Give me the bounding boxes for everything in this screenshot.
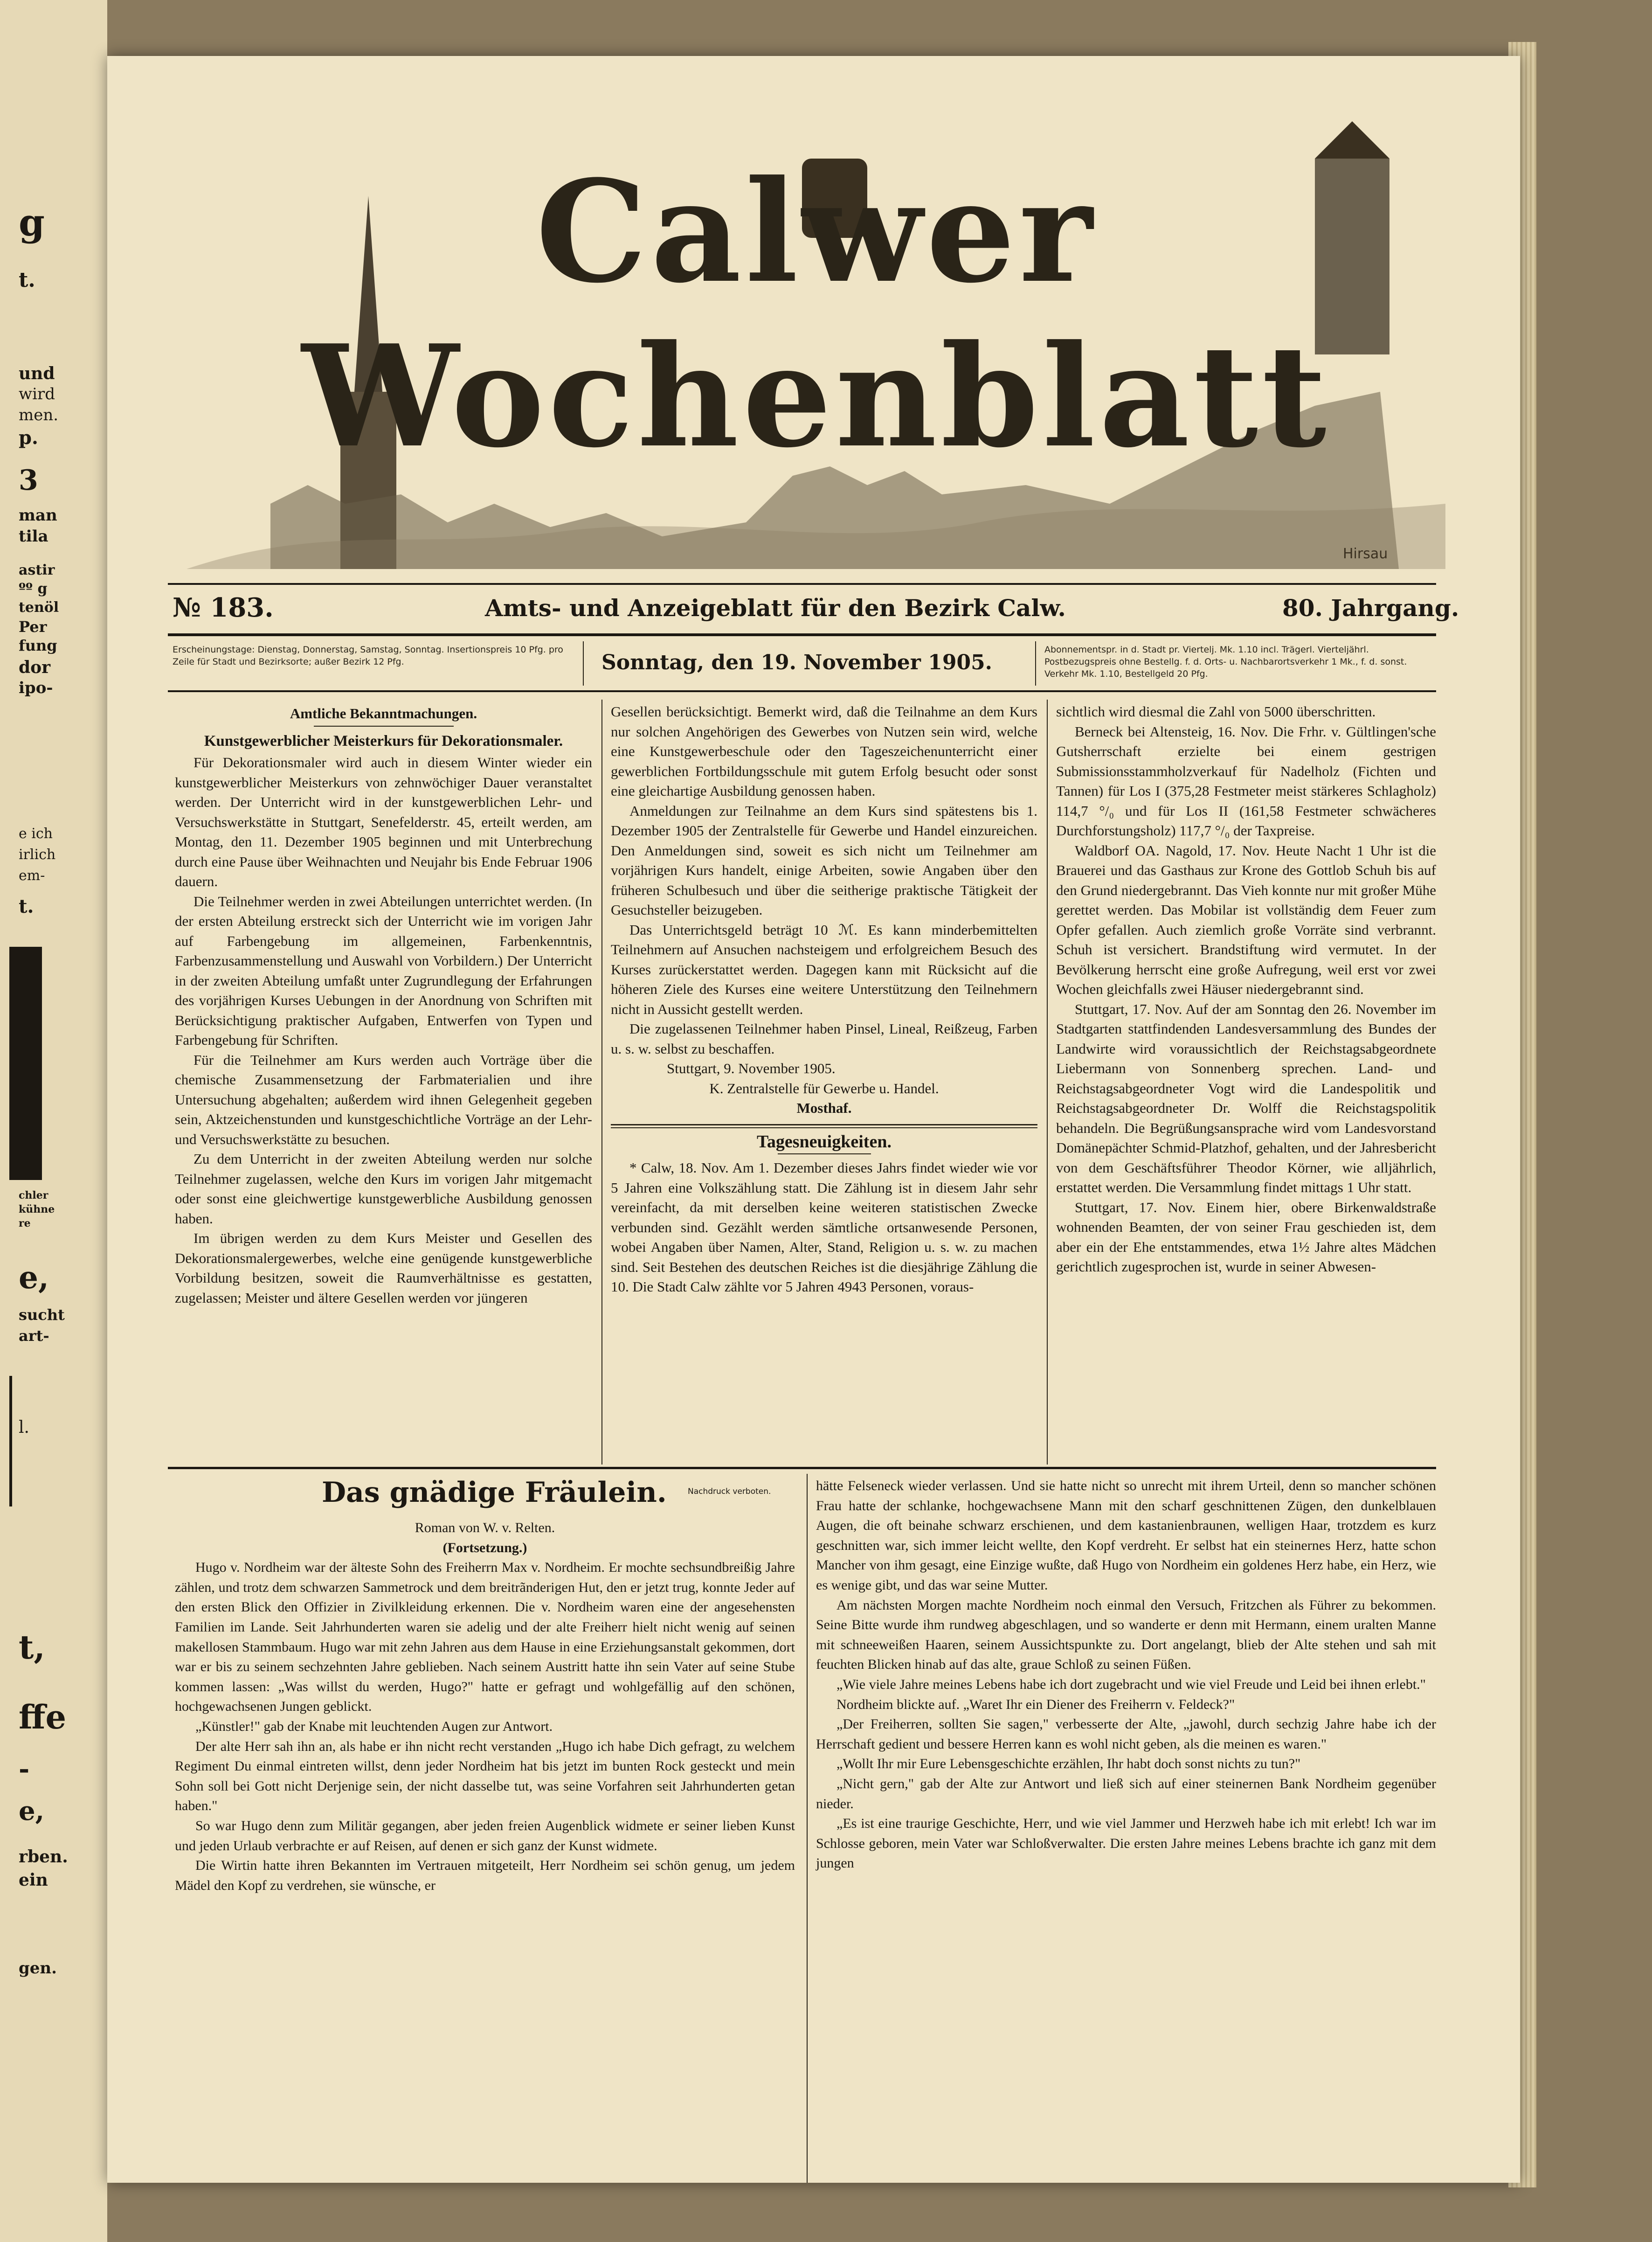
volume-year: 80. Jahrgang.: [1282, 594, 1459, 622]
paragraph: Hugo v. Nordheim war der älteste Sohn des Freiherrn Max v. Nordheim. Er mochte sechsundbreißig Jahre zählen, und trotz dem schwarzen Sammetrock und dem breitrãnderigen Hut, den er jetzt trug, konnte Jeder auf den ersten Blick den Offizier in Zivilkleidung erkennen. Die v. Nordheim waren eine der angesehensten Familien im Lande. Seit Jahrhunderten waren sie adelig und der alte Freiherr hielt nicht wenig auf seinen makellosen Stammbaum. Hugo war mit zehn Jahren aus dem Hause in eine Erziehungsanstalt gekommen, dort war er bis zu seinem sechzehnten Jahre geblieben. Nach seinem Austritt hatte ihn sein Vater auf seine Stube kommen lassen: „Was willst du werden, Hugo?" hatte er gefragt und wohlgefällig auf den schönen, hochgewachsenen Jungen geblickt.: [175, 1560, 795, 1714]
paragraph: Berneck bei Altensteig, 16. Nov. Die Frhr. v. Gültlingen'sche Gutsherrschaft erzielte bei einem gestrigen Submissionsstammholzverkauf für Nadelholz (Fichten und Tannen) für Los I (375,28 Festmeter meist stärkeres Schlagholz) 114,7 °/₀ und für Los II (161,58 Festmeter schwächeres Durchforstungsholz) 117,7 °/₀ der Taxpreise.: [1056, 723, 1436, 839]
strip-fragment: chler: [19, 1189, 48, 1201]
paragraph: Waldborf OA. Nagold, 17. Nov. Heute Nacht 1 Uhr ist die Brauerei und das Gasthaus zur Krone des Gottlob Schuh bis auf den Grund niedergebrannt. Das Vieh konnte nur mit großer Mühe gerettet werden. Das Mobilar ist vollständig dem Feuer zum Opfer gefallen. Auch ziemlich große Vorräte sind verbrannt. Schuh ist versichert. Brandstiftung wird vermutet. In der Bevölkerung herrscht eine große Aufregung, weil erst vor zwei Wochen gleichfalls zwei Häuser niedergebrannt sind.: [1056, 842, 1436, 997]
paragraph: Der alte Herr sah ihn an, als habe er ihn nicht recht verstanden „Hugo ich habe Dich gefragt, zu welchem Regiment Du einmal eintreten willst, denn jeder Nordheim hat bis jetzt im bunten Rock gesteckt und mein Sohn soll bei Gott nicht Derjenige sein, der nicht dasselbe tut, was seine Vorfahren seit Jahrhunderten getan haben.": [175, 1738, 795, 1814]
strip-fragment: l.: [19, 1418, 29, 1437]
paragraph: Stuttgart, 17. Nov. Auf der am Sonntag den 26. November im Stadtgarten stattfindenden Landesversammlung des Bundes der Landwirte wird voraussichtlich der Reichstagsabgeordnete Liebermann von Sonnenberg sprechen. Land- und Reichstagsabgeordneter Vogt wird die Landespolitik und Reichstagsabgeordneter Dr. Wolff die Reichstagspolitik behandeln. Die Begrüßungsansprache wird vom Landesvorstand Domänepächter Schmid-Platzhof, gehalten, und der Jahresbericht von dem Geschäftsführer Theodor Körner, wie alljährlich, erstattet werden. Die Versammlung findet mittags 1 Uhr statt.: [1056, 1000, 1436, 1195]
paragraph: Für Dekorationsmaler wird auch in diesem Winter wieder ein kunstgewerblicher Meisterkurs von zehnwöchiger Dauer veranstaltet werden. Der Unterricht wird in der kunstgewerblichen Lehr- und Versuchswerkstätte in Stuttgart, Senefelderstr. 45, erteilt werden, am Montag, den 11. Dezember 1905 beginnen und mit Unterbrechung durch eine Pause über Weihnachten und Neujahr bis Ende Februar 1906 dauern.: [175, 754, 592, 889]
issue-date: Sonntag, den 19. November 1905.: [601, 651, 992, 674]
strip-black-block: [9, 947, 42, 1180]
heading-rule: [314, 726, 454, 727]
strip-fragment: t.: [19, 895, 34, 917]
masthead-title: Calwer Wochenblatt: [302, 149, 1330, 479]
strip-fragment: tila: [19, 527, 48, 546]
strip-fragment: astir: [19, 562, 55, 578]
strip-fragment: kühne: [19, 1203, 55, 1215]
paragraph: Am nächsten Morgen machte Nordheim noch einmal den Versuch, Fritzchen als Führer zu bekommen. Seine Bitte wurde ihm rundweg abgeschlagen, und so wanderte er denn mit Hermann, einem uralten Manne mit schneeweißen Haaren, seinem Aussichtspunkte zu. Dort angelangt, blieb der Alte stehen und sah mit feuchten Blicken hinab auf das alte, graue Schloß zu seinen Füßen.: [816, 1597, 1436, 1673]
notice-heading: Kunstgewerblicher Meisterkurs für Dekorationsmaler.: [204, 732, 563, 750]
strip-fragment: gen.: [19, 1959, 57, 1978]
strip-fragment: und: [19, 364, 55, 383]
feuilleton-divider: [807, 1474, 808, 2183]
column-notices-continued: [611, 702, 1037, 1297]
paragraph: Die zugelassenen Teilnehmer haben Pinsel, Lineal, Reißzeug, Farben u. s. w. selbst zu beschaffen.: [611, 1020, 1037, 1057]
section-rule: [611, 1127, 1037, 1128]
paragraph: Im übrigen werden zu dem Kurs Meister und Gesellen des Dekorationsmalergewerbes, welche eine genügende kunstgewerbliche Vorbildung besitzen, soweit die Raumverhältnisse es gestatten, zugelassen; Meister und ältere Gesellen werden vor jüngeren: [175, 1230, 592, 1306]
previous-page-strip: [0, 0, 107, 2242]
strip-fragment: e,: [19, 1259, 49, 1296]
strip-fragment: rben.: [19, 1847, 68, 1867]
section-heading: Amtliche Bekanntmachungen.: [290, 705, 477, 722]
strip-fragment: art-: [19, 1327, 49, 1345]
signature-org: K. Zentralstelle für Gewerbe u. Handel.: [709, 1080, 939, 1097]
byline: Roman von W. v. Relten.: [415, 1520, 555, 1535]
paragraph: „Nicht gern," gab der Alte zur Antwort und ließ sich auf einer steinernen Bank Nordheim gegenüber nieder.: [816, 1776, 1436, 1812]
serial-left-column: [175, 1518, 795, 1895]
strip-fragment: 3: [19, 464, 38, 497]
paragraph: Für die Teilnehmer am Kurs werden auch Vorträge über die chemische Zusammensetzung der Farbmaterialien und ihre Untersuchung abgehalten; außerdem wird ihnen Gelegenheit gegeben sein, Aktzeichenstunden und kunstgeschichtliche Vorträge an der Lehr- und Versuchswerkstätte zu besuchen.: [175, 1051, 592, 1147]
heading-rule: [778, 1153, 871, 1154]
column-daily-news: [1056, 702, 1436, 1277]
paragraph: Die Teilnehmer werden in zwei Abteilungen unterrichtet werden. (In der ersten Abteilung erstreckt sich der Unterricht wie im vorigen Jahr auf Farbengebung im allgemeinen, Farbenkenntnis, Farbenzusammenstellung und Auswahl von Vorbildern.) Der Unterricht in der zweiten Abteilung umfaßt unter Zugrundlegung der Erfahrungen des vorjährigen Kurses Uebungen in der Anordnung von Schriften mit Berücksichtigung praktischer Aufgaben, Entwerfen von Typen und Farbengebung für Schriften.: [175, 893, 592, 1048]
masthead: [187, 103, 1445, 569]
strip-fragment: ºº g: [19, 581, 48, 597]
paragraph: Anmeldungen zur Teilnahme an dem Kurs sind spätestens bis 1. Dezember 1905 der Zentralstelle für Gewerbe und Handel einzureichen. Den Anmeldungen sind, soweit es sich nicht um Teilnehmer am vorjährigen Kurs handelt, einige Arbeiten, sowie Angaben über den früheren Schulbesuch und über die seitherige praktische Tätigkeit der Gesuchsteller beizugeben.: [611, 802, 1037, 918]
header-divider-right: [1035, 641, 1036, 686]
strip-fragment: t,: [19, 1628, 45, 1666]
strip-fragment: ffe: [19, 1698, 66, 1736]
paragraph: Zu dem Unterricht in der zweiten Abteilung werden nur solche Teilnehmer zugelassen, welche den Kurs im vorigen Jahr mitgemacht oder sonst eine gleichwertige kunstgewerbliche Ausbildung genossen haben.: [175, 1151, 592, 1227]
strip-fragment: man: [19, 506, 57, 525]
paragraph: hätte Felseneck wieder verlassen. Und sie hatte nicht so unrecht mit ihrem Urteil, denn so mancher schönen Frau hatte der schlanke, hochgewachsene Mann mit den scharf geschnittenen Zügen, den dunkelblauen Augen, die oft beinahe schwarz erschienen, und dem kastanienbraunen, welligen Haar, trotzdem es kurz geschnitten war, sich immer leicht wellte, den Kopf verdreht. Er selbst hat ein steinernes Herz, hatte schon Mancher von ihm gesagt, eine Einzige wußte, daß Hugo von Nordheim ein goldenes Herz habe, ein Herz, wie es wenige gibt, und das war seine Mutter.: [816, 1478, 1436, 1593]
paragraph: * Calw, 18. Nov. Am 1. Dezember dieses Jahrs findet wieder wie vor 5 Jahren eine Volkszählung statt. Die Zählung ist in diesem Jahr sehr vereinfacht, da mit derselben keine weiteren statistischen Zwecke verbunden sind. Gezählt werden sämtliche ortsanwesende Personen, wobei Angaben über Namen, Alter, Stand, Religion u. s. w. zu machen sind. Seit Bestehen des deutschen Reiches ist die diesjährige Zählung die 10. Die Stadt Calw zählte vor 5 Jahren 4943 Personen, voraus-: [611, 1159, 1037, 1295]
paragraph: „Künstler!" gab der Knabe mit leuchtenden Augen zur Antwort.: [195, 1718, 553, 1734]
strip-fragment: men.: [19, 406, 59, 424]
strip-fragment: t.: [19, 268, 35, 292]
header-rule-bottom: [168, 690, 1436, 692]
continuation-note: (Fortsetzung.): [442, 1540, 527, 1555]
feuilleton-rule: [168, 1467, 1436, 1469]
place-date: Stuttgart, 9. November 1905.: [667, 1060, 836, 1076]
strip-fragment: wird: [19, 385, 55, 403]
signature-name: Mosthaf.: [796, 1100, 852, 1116]
section-rule: [611, 1124, 1037, 1125]
paragraph: „Es ist eine traurige Geschichte, Herr, und wie viel Jammer und Herzweh habe ich mit erlebt! Ich war im Schlosse geboren, mein Vater war Schloßverwalter. Die ersten Jahre meines Lebens brachte ich ganz mit dem jungen: [816, 1816, 1436, 1871]
paragraph: So war Hugo denn zum Militär gegangen, aber jeden freien Augenblick widmete er seiner lieben Kunst und jeden Urlaub verbrachte er auf Reisen, auf denen er sich ganz der Kunst widmete.: [175, 1818, 795, 1853]
strip-fragment: g: [19, 201, 45, 244]
paragraph: sichtlich wird diesmal die Zahl von 5000 überschritten.: [1056, 703, 1376, 720]
paragraph: Die Wirtin hatte ihren Bekannten im Vertrauen mitgeteilt, Herr Nordheim sei schön genug, um jedem Mädel den Kopf zu verdrehen, sie wünsche, er: [175, 1858, 795, 1893]
header-divider-left: [583, 641, 584, 686]
strip-fragment: sucht: [19, 1306, 65, 1324]
strip-fragment: p.: [19, 427, 38, 449]
serial-title: Das gnädige Fräulein.: [322, 1476, 667, 1509]
strip-fragment: e,: [19, 1796, 45, 1826]
paragraph: „Wie viele Jahre meines Lebens habe ich dort zugebracht und wie viel Freude und Leid bei ihnen erlebt.": [836, 1676, 1426, 1692]
news-heading: Tagesneuigkeiten.: [757, 1131, 892, 1152]
strip-fragment: -: [19, 1754, 30, 1784]
paragraph: Stuttgart, 17. Nov. Einem hier, obere Birkenwaldstraße wohnenden Beamten, der von seiner Frau geschieden ist, dem aber ein der Ehe entstammendes, etwa 1½ Jahre altes Mädchen gerichtlich zugesprochen ist, wurde in seiner Abwesen-: [1056, 1199, 1436, 1275]
column-official-notices: [175, 702, 592, 1308]
strip-fragment: ein: [19, 1870, 48, 1890]
strip-fragment: em-: [19, 868, 45, 884]
strip-fragment: e ich: [19, 826, 53, 842]
strip-fragment: Per: [19, 618, 47, 636]
issue-number: № 183.: [173, 592, 274, 623]
publication-schedule: Erscheinungstage: Dienstag, Donnerstag, Samstag, Sonntag. Insertionspreis 10 Pfg. pro Zeile für Stadt und Bezirksorte; außer Bezirk 12 Pfg.: [173, 645, 563, 667]
paragraph: „Wollt Ihr mir Eure Lebensgeschichte erzählen, Ihr habt doch sonst nichts zu tun?": [836, 1756, 1301, 1772]
strip-fragment: ipo-: [19, 679, 53, 697]
header-rule-top: [168, 583, 1436, 585]
column-divider: [601, 700, 602, 1465]
column-divider: [1047, 700, 1048, 1465]
serial-right-column: [816, 1476, 1436, 1874]
header-rule-mid: [168, 633, 1436, 636]
strip-fragment: fung: [19, 637, 57, 654]
strip-rule: [9, 1376, 12, 1506]
place-label: Hirsau: [1343, 546, 1388, 562]
subscription-prices: Abonnementspr. in d. Stadt pr. Viertelj. Mk. 1.10 incl. Trägerl. Vierteljährl. Postbezugspreis ohne Bestellg. f. d. Orts- u. Nachbarortsverkehr 1 Mk., f. d. sonst. Verkehr Mk. 1.10, Bestellgeld 20 Pfg.: [1044, 645, 1407, 679]
strip-fragment: irlich: [19, 847, 56, 863]
paragraph: Das Unterrichtsgeld beträgt 10 ℳ. Es kann minderbemittelten Teilnehmern auf Ansuchen nachsteigem und erfolgreichem Besuch des Kurses zurückerstattet werden. Dagegen kann mit Rücksicht auf die höheren Ziele des Kurses eine weitere Unterstützung den Teilnehmern nicht in Aussicht gestellt werden.: [611, 921, 1037, 1017]
paragraph: „Der Freiherren, sollten Sie sagen," verbesserte der Alte, „jawohl, durch sechzig Jahre habe ich der Herrschaft gedient und bessere Herren kann es wohl nicht geben, als die meinen es waren.": [816, 1716, 1436, 1752]
strip-fragment: re: [19, 1217, 31, 1229]
paragraph: Gesellen berücksichtigt. Bemerkt wird, daß die Teilnahme an dem Kurs nur solchen Angehörigen des Gewerbes von Nutzen sein wird, welche eine Kunstgewerbeschule oder den Tageszeichenunterricht einer gewerblichen Fortbildungsschule mit gutem Erfolg besucht oder sonst eine gleichartige Ausbildung genossen haben.: [611, 703, 1037, 799]
subtitle: Amts- und Anzeigeblatt für den Bezirk Calw.: [485, 594, 1066, 622]
reprint-note: Nachdruck verboten.: [688, 1487, 771, 1496]
strip-fragment: dor: [19, 658, 51, 677]
paragraph: Nordheim blickte auf. „Waret Ihr ein Diener des Freiherrn v. Feldeck?": [836, 1696, 1235, 1712]
strip-fragment: tenöl: [19, 599, 59, 616]
